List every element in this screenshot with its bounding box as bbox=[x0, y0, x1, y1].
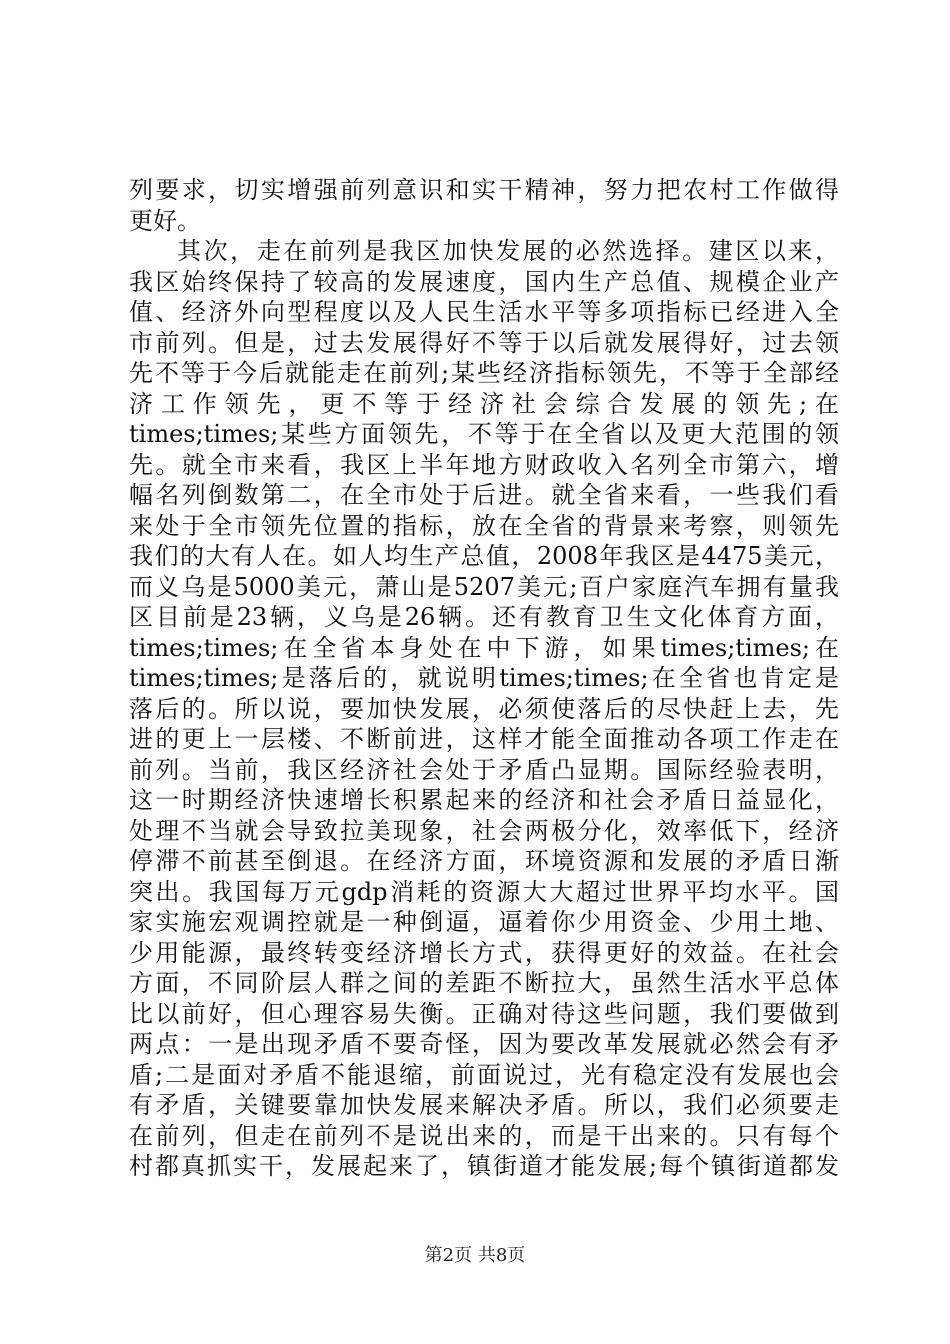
text-line: 在前列，但走在前列不是说出来的，而是干出来的。只有每个 bbox=[129, 1121, 839, 1150]
text-line: 我区始终保持了较高的发展速度，国内生产总值、规模企业产 bbox=[129, 267, 839, 296]
text-line: 方面，不同阶层人群之间的差距不断拉大，虽然生活水平总体 bbox=[129, 969, 839, 997]
text-line: 我们的大有人在。如人均生产总值，2008年我区是4475美元， bbox=[129, 542, 839, 570]
text-line: 幅名列倒数第二，在全市处于后进。就全省来看，一些我们看 bbox=[129, 481, 839, 509]
text-line: 区目前是23辆，义乌是26辆。还有教育卫生文化体育方面， bbox=[129, 603, 839, 631]
text-line: 落后的。所以说，要加快发展，必须使落后的尽快赶上去，先 bbox=[129, 694, 839, 723]
text-line: 村都真抓实干，发展起来了，镇街道才能发展;每个镇街道都发 bbox=[129, 1152, 839, 1180]
text-line: 来处于全市领先位置的指标，放在全省的背景来考察，则领先 bbox=[129, 511, 839, 540]
text-line: 先不等于今后就能走在前列;某些经济指标领先，不等于全部经 bbox=[129, 359, 839, 387]
text-line: 停滞不前甚至倒退。在经济方面，环境资源和发展的矛盾日渐 bbox=[129, 847, 839, 875]
text-line: 前列。当前，我区经济社会处于矛盾凸显期。国际经验表明， bbox=[129, 755, 839, 784]
text-line: 值、经济外向型程度以及人民生活水平等多项指标已经进入全 bbox=[129, 298, 839, 326]
text-line: 济工作领先，更不等于经济社会综合发展的领先;在 bbox=[129, 389, 839, 418]
text-line: 少用能源，最终转变经济增长方式，获得更好的效益。在社会 bbox=[129, 938, 839, 967]
text-line: 两点：一是出现矛盾不要奇怪，因为要改革发展就必然会有矛 bbox=[129, 1030, 839, 1058]
text-line: 有矛盾，关键要靠加快发展来解决矛盾。所以，我们必须要走 bbox=[129, 1091, 839, 1119]
text-line: 盾;二是面对矛盾不能退缩，前面说过，光有稳定没有发展也会 bbox=[129, 1060, 839, 1089]
text-line: 家实施宏观调控就是一种倒逼，逼着你少用资金、少用土地、 bbox=[129, 908, 839, 936]
text-line: 而义乌是5000美元，萧山是5207美元;百户家庭汽车拥有量我 bbox=[129, 572, 839, 601]
body-text bbox=[129, 175, 839, 1182]
text-line: 这一时期经济快速增长积累起来的经济和社会矛盾日益显化， bbox=[129, 786, 839, 814]
text-line: times;times;是落后的，就说明times;times;在全省也肯定是 bbox=[129, 664, 839, 692]
text-line: times;times;某些方面领先，不等于在全省以及更大范围的领 bbox=[129, 420, 839, 448]
text-line: 突出。我国每万元gdp消耗的资源大大超过世界平均水平。国 bbox=[129, 877, 839, 906]
text-line: 进的更上一层楼、不断前进，这样才能全面推动各项工作走在 bbox=[129, 725, 839, 753]
paragraph-first-line: 其次，走在前列是我区加快发展的必然选择。建区以来， bbox=[177, 237, 839, 265]
text-line: 先。就全市来看，我区上半年地方财政收入名列全市第六，增 bbox=[129, 450, 839, 479]
page-number-footer: 第2页 共8页 bbox=[424, 1245, 526, 1266]
text-line: 处理不当就会导致拉美现象，社会两极分化，效率低下，经济 bbox=[129, 816, 839, 845]
text-line: times;times;在全省本身处在中下游，如果times;times;在 bbox=[129, 633, 839, 662]
text-line: 更好。 bbox=[129, 206, 201, 235]
text-line: 列要求，切实增强前列意识和实干精神，努力把农村工作做得 bbox=[129, 176, 839, 204]
text-line: 市前列。但是，过去发展得好不等于以后就发展得好，过去领 bbox=[129, 328, 839, 357]
text-line: 比以前好，但心理容易失衡。正确对待这些问题，我们要做到 bbox=[129, 999, 839, 1028]
